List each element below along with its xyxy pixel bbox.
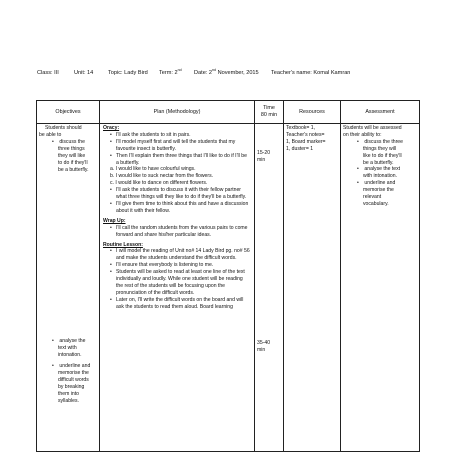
assessment-line: things they will [363,145,397,152]
objectives-cell [37,124,100,452]
resources-header: Resources [284,101,341,124]
assessment-line: memorise the [363,187,394,194]
teacher-name: Teacher's name: Komal Kamran [271,70,351,76]
objectives-intro-line: be able to [39,131,62,138]
objective-line: analyse the [59,338,86,344]
plan-header: Plan (Methodology) [100,101,255,124]
unit-label: Unit: 14 [74,70,94,76]
table-header-row [37,101,420,124]
objective-line: they will like [58,152,86,159]
term-label [159,70,182,76]
plan-item: • I will model the reading of Unit no# 14 Lady Bird pg. no# 56 and make the students understand the difficult words. [103,248,251,262]
time-header [255,101,284,124]
assessment-item [343,180,417,208]
time-cell [255,124,284,452]
objective-line: to do if they'll [58,159,88,166]
objective-line: be a butterfly. [58,166,89,173]
lesson-header [0,70,453,82]
objective-line: by breaking [58,383,85,390]
routine-lesson-heading: Routine Lesson: [103,241,143,248]
time-unit: min [257,346,266,353]
plan-item: • I'll model myself first and will tell the students that my favourite insect is butterfly. [103,139,251,153]
plan-item: • I'll ensure that everybody is listening to me. [103,262,251,269]
objectives-intro-line: Students should [45,125,82,131]
plan-item: • I'll call the random students from the various pairs to come forward and share his/her particular ideas. [103,225,251,239]
lesson-plan-table [36,100,420,452]
date-sup: nd [212,68,217,73]
time-slot-1 [257,150,270,164]
assessment-cell [341,124,420,452]
resource-line: 1, duster= 1 [286,145,314,152]
assessment-line: discuss the three [364,138,403,145]
objective-line: text with [58,344,77,351]
assessment-line: analyse the text [364,166,401,173]
resource-line: Teacher's notes= [286,131,325,138]
assessment-line: with intonation. [363,173,397,180]
plan-item: • I'll ask the students to sit in pairs. [103,132,251,139]
time-header-l2: 80 min [260,112,278,118]
plan-subitem: a. I would like to have colourful wings. [110,166,196,173]
time-value: 35-40 [257,340,271,346]
topic-label: Topic: Lady Bird [108,70,148,76]
date-text: Date: 2 [194,70,213,76]
plan-item: • Then I'll explain them three things that I'll like to do if I'll be a butterfly. [103,153,251,167]
assessment-line: underline and [364,180,396,187]
objective-line: discuss the [59,139,85,145]
time-slot-2 [257,340,270,354]
assessment-line: be a butterfly. [363,159,394,166]
time-header-l1: Time [263,105,275,111]
plan-subitem: b. I would like to suck nectar from the flowers. [110,173,214,180]
assessment-item [343,166,417,180]
objective-item [45,363,99,404]
objective-line: them into [58,390,79,397]
table-body-row [37,124,420,452]
oracy-heading: Oracy: [103,125,120,131]
assessment-line: relevant [363,194,382,201]
objective-line: syllables. [58,397,79,404]
resource-line: 1, Board marker= [286,138,326,145]
term-sup: nd [177,68,182,73]
assessment-intro: on their ability to: [343,131,382,138]
assessment-line: vocabulary. [363,200,389,207]
objectives-header: Objectives [37,101,100,124]
objective-line: memorise the [58,369,89,376]
objective-line: difficult words [58,376,89,383]
objective-line: three things [58,145,85,152]
plan-item: • I'll ask the students to discuss it with their fellow partner what three things will they like to do if they'll be a butterfly. [103,187,251,201]
time-unit: min [257,156,266,163]
plan-item: • Later on, I'll write the difficult words on the board and will ask the students to read them aloud. Board learning [103,297,251,311]
assessment-item [343,139,417,167]
wrap-up-heading: Wrap Up: [103,217,126,224]
assessment-line: like to do if they'll [363,152,402,159]
objectives-intro [39,125,99,139]
resources-cell [284,124,341,452]
plan-cell [100,124,255,452]
objective-line: intonation. [58,351,82,358]
term-text: Term: 2 [159,70,178,76]
assessment-header: Assessment [341,101,420,124]
plan-item: • Students will be asked to read at least one line of the text individually and loudly. While one student will be reading the rest of the students will be focusing upon the pronunciation of the difficult words. [103,269,251,297]
date-rest: November, 2015 [216,70,259,76]
objective-item [45,139,99,174]
plan-subitem: c. I would like to dance on different flowers. [110,180,208,187]
class-label: Class: III [37,70,59,76]
resource-line: Textbook= 1, [286,125,316,131]
assessment-intro: Students will be assessed [343,125,402,131]
date-label [194,70,259,76]
time-value: 15-20 [257,150,271,156]
objective-line: underline and [59,363,91,369]
plan-item: • I'll give them time to think about this and have a discussion about it with their fellow. [103,201,251,215]
objective-item [45,338,99,359]
